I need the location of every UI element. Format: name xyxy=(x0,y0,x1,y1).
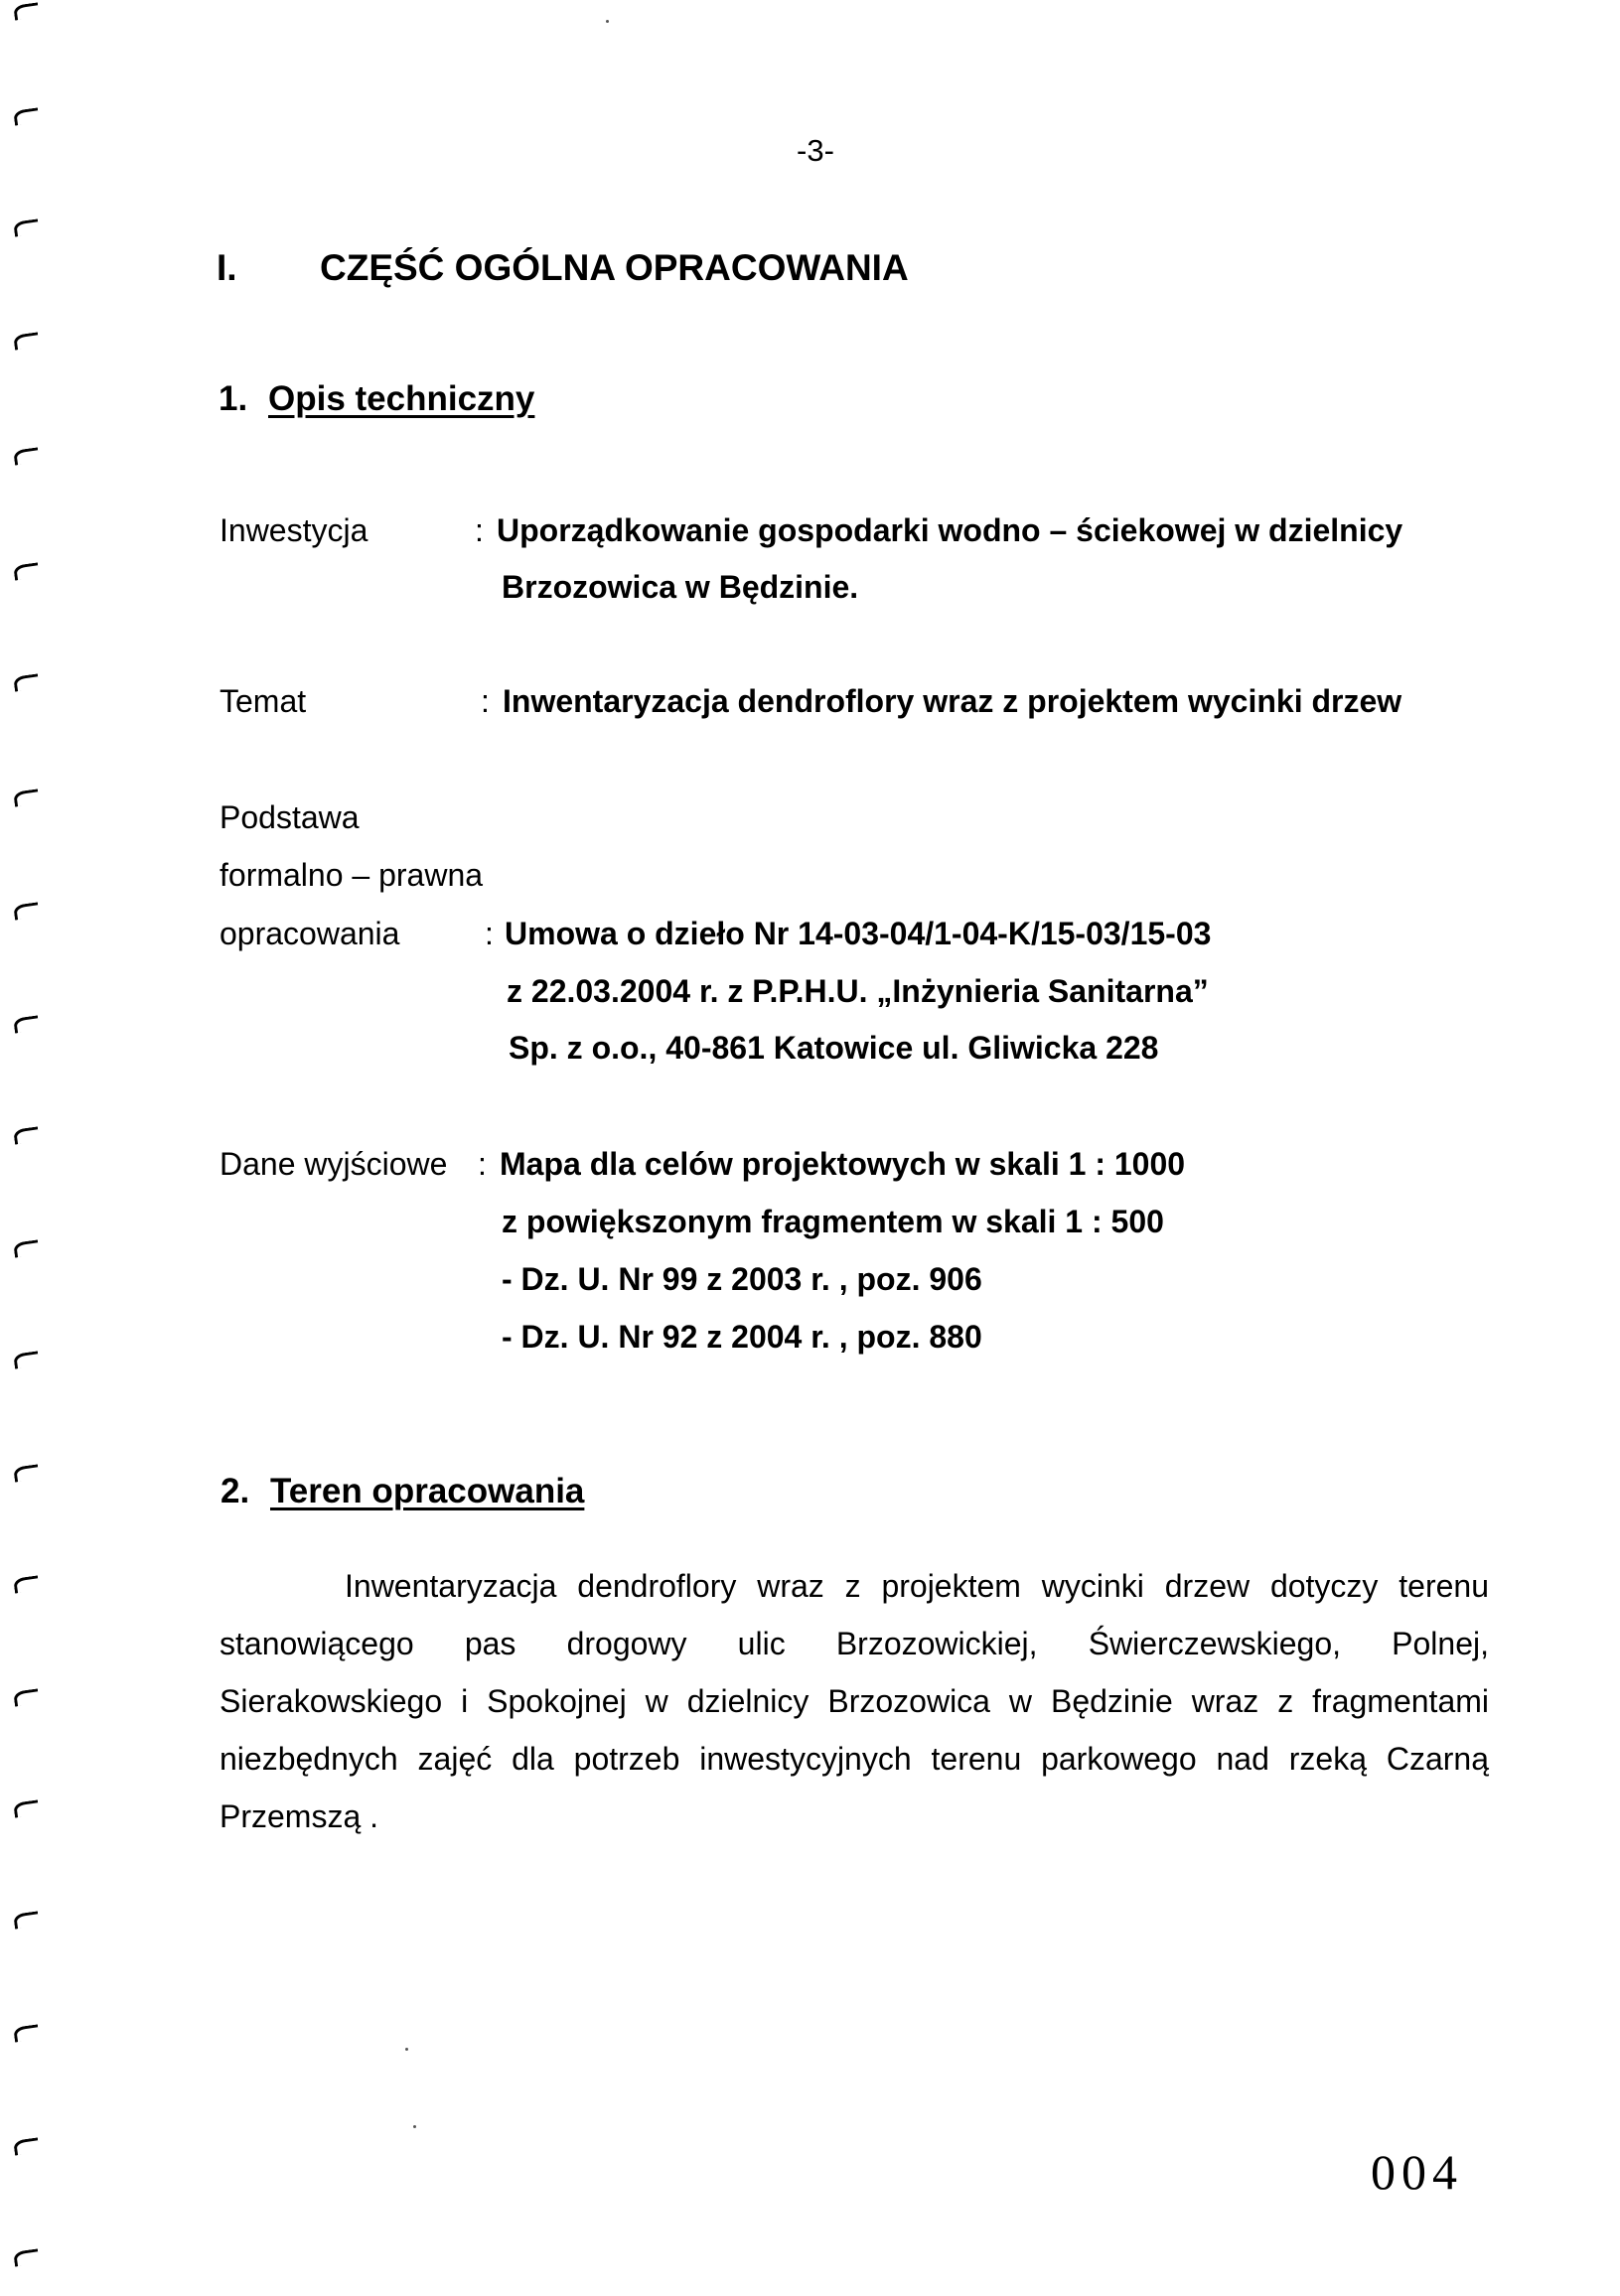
heading-title: Opis techniczny xyxy=(268,379,535,418)
section-title: CZĘŚĆ OGÓLNA OPRACOWANIA xyxy=(320,247,909,288)
margin-mark xyxy=(13,2024,40,2042)
field-colon: : xyxy=(481,683,490,719)
margin-mark xyxy=(13,789,40,806)
margin-mark xyxy=(13,1799,40,1817)
paragraph-line: niezbędnych zajęć dla potrzeb inwestycyjnych terenu parkowego nad rzeką Czarną xyxy=(220,1741,1489,1777)
paragraph-line: Inwentaryzacja dendroflory wraz z projektem wycinki drzew dotyczy terenu xyxy=(345,1568,1489,1604)
margin-mark xyxy=(13,562,40,580)
field-label-podstawa: opracowania xyxy=(220,916,400,951)
scan-speck xyxy=(413,2125,416,2128)
margin-mark xyxy=(13,2137,40,2155)
margin-mark xyxy=(13,673,40,691)
margin-mark xyxy=(13,902,40,920)
field-value-line: - Dz. U. Nr 92 z 2004 r. , poz. 880 xyxy=(502,1319,982,1355)
paragraph-line: stanowiącego pas drogowy ulic Brzozowickiej, Świerczewskiego, Polnej, xyxy=(220,1626,1489,1661)
field-label-temat: Temat xyxy=(220,683,307,719)
field-value-line: Sp. z o.o., 40-861 Katowice ul. Gliwicka 228 xyxy=(509,1030,1159,1066)
margin-mark xyxy=(13,1351,40,1368)
paragraph-line: Przemszą . xyxy=(220,1798,379,1834)
scan-speck xyxy=(606,20,609,23)
margin-mark xyxy=(13,2,40,20)
field-value-line: Brzozowica w Będzinie. xyxy=(502,569,859,605)
heading-number: 2. xyxy=(221,1472,250,1510)
field-label-podstawa: formalno – prawna xyxy=(220,857,484,893)
field-value-line: Inwentaryzacja dendroflory wraz z projektem wycinki drzew xyxy=(503,683,1402,719)
field-value-line: Umowa o dzieło Nr 14-03-04/1-04-K/15-03/15-03 xyxy=(505,916,1212,951)
field-colon: : xyxy=(478,1146,487,1182)
field-value-line: - Dz. U. Nr 99 z 2003 r. , poz. 906 xyxy=(502,1261,982,1297)
field-value-line: z powiększonym fragmentem w skali 1 : 500 xyxy=(502,1204,1164,1239)
sheet-stamp-number: 004 xyxy=(1371,2144,1463,2200)
scan-speck xyxy=(405,2048,408,2051)
field-colon: : xyxy=(485,916,494,951)
margin-mark xyxy=(13,1015,40,1033)
margin-mark xyxy=(13,1575,40,1593)
heading-title: Teren opracowania xyxy=(270,1472,585,1510)
margin-mark xyxy=(13,1126,40,1144)
margin-mark xyxy=(13,1688,40,1706)
margin-mark xyxy=(13,447,40,465)
margin-mark xyxy=(13,1239,40,1257)
margin-mark xyxy=(13,2248,40,2266)
margin-mark xyxy=(13,218,40,236)
field-value-line: Mapa dla celów projektowych w skali 1 : 1000 xyxy=(500,1146,1186,1182)
field-label-dane: Dane wyjściowe xyxy=(220,1146,448,1182)
margin-mark xyxy=(13,107,40,125)
field-colon: : xyxy=(475,512,484,548)
body-paragraph xyxy=(220,1557,1489,1845)
heading-number: 1. xyxy=(219,379,248,418)
field-label-inwestycja: Inwestycja xyxy=(220,512,368,548)
margin-mark xyxy=(13,1464,40,1482)
margin-mark xyxy=(13,332,40,350)
margin-mark xyxy=(13,1911,40,1929)
paragraph-line: Sierakowskiego i Spokojnej w dzielnicy Brzozowica w Będzinie wraz z fragmentami xyxy=(220,1683,1489,1719)
section-numeral: I. xyxy=(217,247,237,288)
field-label-podstawa: Podstawa xyxy=(220,799,360,835)
page-number: -3- xyxy=(797,133,834,168)
field-value-line: z 22.03.2004 r. z P.P.H.U. „Inżynieria Sanitarna” xyxy=(507,973,1209,1009)
field-value-line: Uporządkowanie gospodarki wodno – ściekowej w dzielnicy xyxy=(497,512,1403,548)
